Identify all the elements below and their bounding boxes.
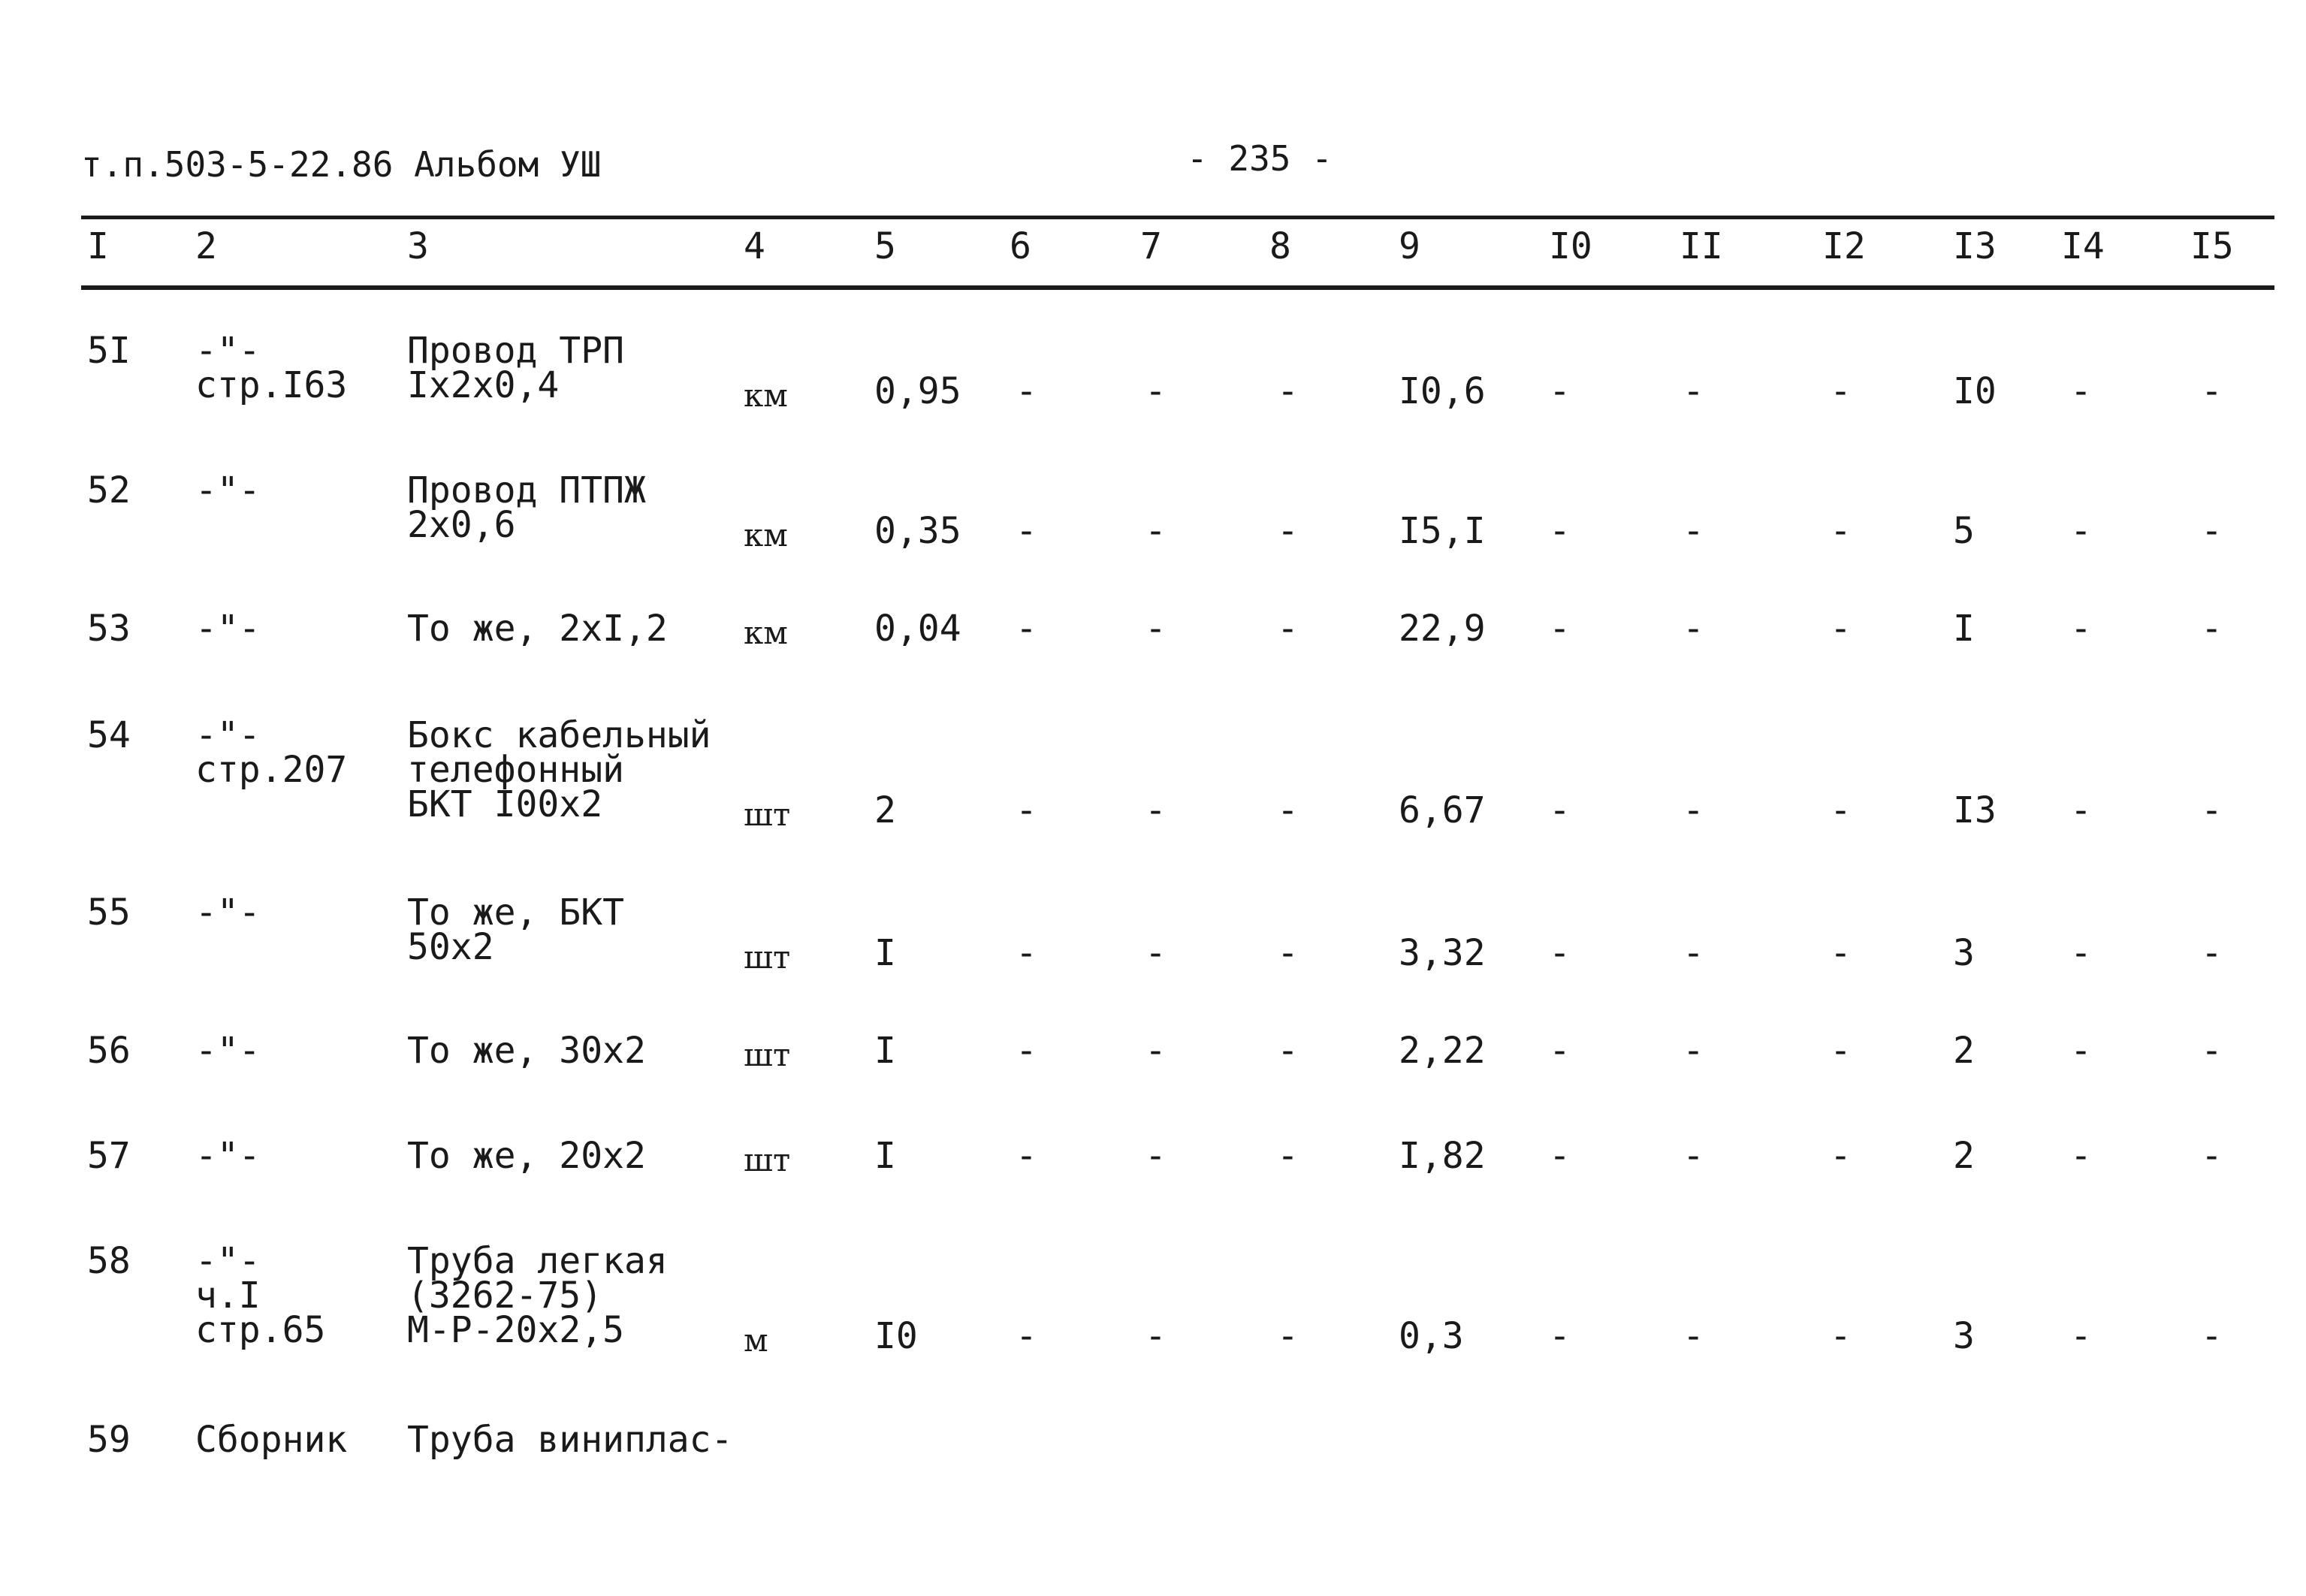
row-name: Провод ПТПЖ [407,469,646,511]
column-header-14: I4 [2061,225,2105,267]
row-col-15: - [2201,932,2223,974]
row-col-14: - [2070,1030,2092,1072]
row-col-14: - [2070,608,2092,650]
row-col-15: - [2201,1135,2223,1177]
column-header-1: I [87,225,109,267]
row-col-10: - [1549,932,1571,974]
row-col-10: - [1549,510,1571,552]
row-col-10: - [1549,608,1571,650]
row-col-7: - [1145,1135,1167,1177]
row-col-12: - [1830,510,1852,552]
row-col-13: I3 [1953,789,1997,831]
row-col-8: - [1277,789,1299,831]
row-unit: м [744,1322,768,1359]
row-source: стр.I63 [195,364,348,406]
row-col-8: - [1277,1030,1299,1072]
row-source: ч.I [195,1275,261,1317]
row-col-8: - [1277,510,1299,552]
row-name: Труба легкая [407,1240,668,1282]
row-col-15: - [2201,789,2223,831]
row-source: -"- [195,892,261,934]
row-col-15: - [2201,1315,2223,1357]
row-col-9: 6,67 [1399,789,1486,831]
column-header-2: 2 [195,225,217,267]
row-source: -"- [195,608,261,650]
column-header-6: 6 [1010,225,1031,267]
row-col-12: - [1830,370,1852,412]
row-name: То же, 2хI,2 [407,608,668,650]
row-col-11: - [1683,510,1704,552]
row-col-10: - [1549,1135,1571,1177]
row-number: 53 [87,608,131,650]
table-rule-top [81,216,2274,219]
table-rule-header-bottom [81,285,2274,290]
row-col-13: 3 [1953,932,1975,974]
row-col-9: I,82 [1399,1135,1486,1177]
row-col-8: - [1277,1135,1299,1177]
row-col-13: 5 [1953,510,1975,552]
row-name: (3262-75) [407,1275,603,1317]
row-source: -"- [195,1135,261,1177]
row-source: -"- [195,469,261,511]
row-col-9: I5,I [1399,510,1486,552]
row-unit: шт [744,1036,791,1073]
row-number: 54 [87,714,131,756]
column-header-9: 9 [1399,225,1420,267]
row-source: -"- [195,1030,261,1072]
row-col-9: 22,9 [1399,608,1486,650]
row-col-14: - [2070,789,2092,831]
row-source: стр.65 [195,1309,326,1351]
row-name: М-Р-20х2,5 [407,1309,624,1351]
row-quantity: 2 [874,789,896,831]
row-name: Iх2х0,4 [407,364,560,406]
row-col-10: - [1549,370,1571,412]
row-unit: шт [744,939,791,976]
row-col-12: - [1830,932,1852,974]
row-col-11: - [1683,1135,1704,1177]
row-col-14: - [2070,932,2092,974]
row-col-12: - [1830,608,1852,650]
column-header-5: 5 [874,225,896,267]
row-col-9: 3,32 [1399,932,1486,974]
column-header-10: I0 [1549,225,1592,267]
row-unit: шт [744,796,791,833]
row-col-12: - [1830,789,1852,831]
row-source: -"- [195,714,261,756]
row-col-9: 2,22 [1399,1030,1486,1072]
page-header-doc-ref: т.п.503-5-22.86 Альбом УШ [81,144,602,185]
row-name: Бокс кабельный [407,714,711,756]
row-unit: шт [744,1142,791,1178]
row-col-13: I [1953,608,1975,650]
row-number: 57 [87,1135,131,1177]
row-col-15: - [2201,1030,2223,1072]
row-name: БКТ I00х2 [407,783,603,825]
row-col-14: - [2070,1315,2092,1357]
row-col-11: - [1683,1315,1704,1357]
row-col-7: - [1145,608,1167,650]
row-col-14: - [2070,510,2092,552]
row-name: Труба виниплас- [407,1419,733,1461]
row-col-9: 0,3 [1399,1315,1464,1357]
row-number: 55 [87,892,131,934]
row-col-6: - [1016,1030,1037,1072]
row-col-6: - [1016,932,1037,974]
row-col-12: - [1830,1030,1852,1072]
row-quantity: I [874,1030,896,1072]
row-col-13: 2 [1953,1030,1975,1072]
row-col-15: - [2201,608,2223,650]
row-unit: км [744,614,788,651]
row-source: -"- [195,1240,261,1282]
column-header-12: I2 [1822,225,1866,267]
row-col-7: - [1145,510,1167,552]
row-col-14: - [2070,370,2092,412]
row-name: 50х2 [407,926,494,968]
row-name: 2х0,6 [407,504,516,546]
column-header-3: 3 [407,225,429,267]
row-source: -"- [195,330,261,372]
row-name: Провод ТРП [407,330,624,372]
row-col-12: - [1830,1315,1852,1357]
row-col-6: - [1016,1315,1037,1357]
row-quantity: 0,95 [874,370,961,412]
row-name: То же, 30х2 [407,1030,646,1072]
column-header-11: II [1680,225,1723,267]
page-number: - 235 - [1187,138,1333,179]
row-number: 5I [87,330,131,372]
row-unit: км [744,517,788,554]
column-header-13: I3 [1953,225,1997,267]
row-col-13: I0 [1953,370,1997,412]
row-number: 52 [87,469,131,511]
row-number: 59 [87,1419,131,1461]
column-header-4: 4 [744,225,765,267]
row-name: То же, БКТ [407,892,624,934]
row-quantity: 0,35 [874,510,961,552]
row-unit: км [744,377,788,414]
row-quantity: I0 [874,1315,918,1357]
row-col-12: - [1830,1135,1852,1177]
row-col-10: - [1549,789,1571,831]
row-col-13: 3 [1953,1315,1975,1357]
row-col-7: - [1145,1030,1167,1072]
row-name: телефонный [407,749,624,791]
row-col-8: - [1277,1315,1299,1357]
row-col-8: - [1277,608,1299,650]
row-source: Сборник [195,1419,348,1461]
row-quantity: 0,04 [874,608,961,650]
row-col-15: - [2201,510,2223,552]
row-name: То же, 20х2 [407,1135,646,1177]
row-col-8: - [1277,370,1299,412]
row-number: 56 [87,1030,131,1072]
row-col-6: - [1016,789,1037,831]
row-col-11: - [1683,608,1704,650]
row-col-7: - [1145,932,1167,974]
row-col-11: - [1683,370,1704,412]
row-col-8: - [1277,932,1299,974]
row-col-15: - [2201,370,2223,412]
row-col-6: - [1016,608,1037,650]
row-col-11: - [1683,932,1704,974]
row-col-11: - [1683,1030,1704,1072]
row-col-6: - [1016,510,1037,552]
row-col-13: 2 [1953,1135,1975,1177]
row-quantity: I [874,1135,896,1177]
column-header-7: 7 [1140,225,1162,267]
row-col-9: I0,6 [1399,370,1486,412]
row-col-6: - [1016,370,1037,412]
row-col-14: - [2070,1135,2092,1177]
row-source: стр.207 [195,749,348,791]
row-col-10: - [1549,1030,1571,1072]
row-col-11: - [1683,789,1704,831]
row-col-7: - [1145,789,1167,831]
column-header-8: 8 [1269,225,1291,267]
row-col-7: - [1145,370,1167,412]
column-header-15: I5 [2190,225,2234,267]
row-quantity: I [874,932,896,974]
row-col-10: - [1549,1315,1571,1357]
row-col-7: - [1145,1315,1167,1357]
row-number: 58 [87,1240,131,1282]
row-col-6: - [1016,1135,1037,1177]
